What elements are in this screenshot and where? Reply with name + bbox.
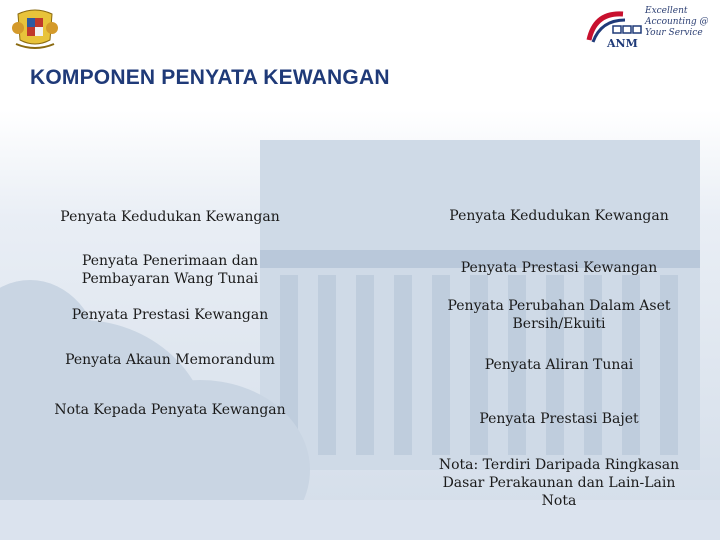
item-text: Penyata Penerimaan dan (81, 253, 259, 269)
coat-of-arms-logo (10, 4, 60, 54)
item-text: Penyata Perubahan Dalam Aset (447, 298, 671, 314)
list-item (40, 306, 300, 324)
item-text: Penyata Kedudukan Kewangan (449, 208, 669, 224)
note-text: Dasar Perakaunan dan Lain-Lain (442, 475, 676, 491)
list-item (40, 401, 300, 419)
tagline-line: Accounting @ (645, 17, 709, 27)
list-item (40, 351, 300, 369)
item-text: Bersih/Ekuiti (512, 316, 606, 332)
note-text: Nota (541, 493, 577, 509)
list-item (428, 207, 690, 225)
item-text: Penyata Aliran Tunai (484, 357, 634, 373)
item-text: Penyata Kedudukan Kewangan (60, 209, 280, 225)
tagline-line: Excellent (645, 6, 688, 16)
tagline-line: Your Service (645, 28, 703, 38)
item-text: Penyata Akaun Memorandum (65, 352, 275, 368)
list-item (428, 410, 690, 428)
anm-brand-text: ANM (607, 37, 638, 50)
tagline (645, 6, 717, 39)
list-item (40, 208, 300, 226)
list-item (428, 297, 690, 333)
list-item (428, 259, 690, 277)
list-item (428, 356, 690, 374)
list-item (40, 252, 300, 288)
item-text: Penyata Prestasi Kewangan (460, 260, 658, 276)
item-text: Penyata Prestasi Bajet (479, 411, 639, 427)
anm-logo (585, 6, 645, 50)
note-block (428, 456, 690, 510)
page-title: KOMPONEN PENYATA KEWANGAN (30, 66, 390, 89)
item-text: Penyata Prestasi Kewangan (71, 307, 269, 323)
note-text: Nota: Terdiri Daripada Ringkasan (438, 457, 680, 473)
slide-header (0, 0, 720, 60)
item-text: Nota Kepada Penyata Kewangan (54, 402, 286, 418)
item-text: Pembayaran Wang Tunai (81, 271, 259, 287)
